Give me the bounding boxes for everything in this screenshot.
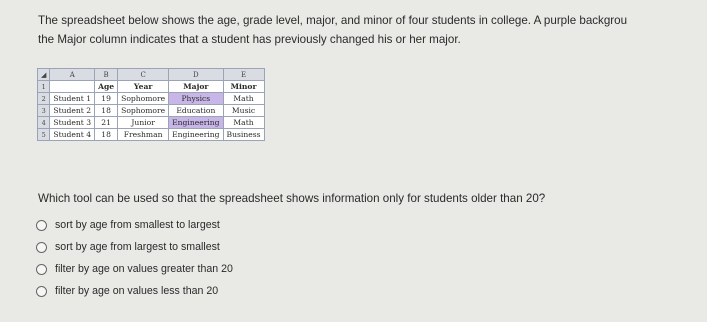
column-letter: D [169,69,223,81]
header-cell-year: Year [118,81,169,93]
option-label: filter by age on values less than 20 [55,285,219,297]
student-cell: Student 4 [50,129,95,141]
question-text: Which tool can be used so that the spreadsheet shows information only for students older than 20? [38,192,546,205]
row-number: 4 [38,117,50,129]
column-letter: C [118,69,169,81]
header-cell [50,81,95,93]
header-row [38,81,265,93]
column-letter: E [223,69,264,81]
age-cell: 21 [95,117,118,129]
major-cell: Physics [169,93,223,105]
table-row [38,93,265,105]
option-sort-smallest-to-largest[interactable] [36,214,233,236]
option-filter-less-than-20[interactable] [36,280,233,302]
minor-cell: Math [223,93,264,105]
answer-options [36,214,233,302]
student-cell: Student 2 [50,105,95,117]
student-cell: Student 1 [50,93,95,105]
row-number: 1 [38,81,50,93]
age-cell: 18 [95,129,118,141]
major-cell: Engineering [169,129,223,141]
major-cell: Education [169,105,223,117]
intro-line-1: The spreadsheet below shows the age, grade level, major, and minor of four students in college. A purple backgrou [38,14,628,27]
table-row [38,117,265,129]
minor-cell: Math [223,117,264,129]
year-cell: Sophomore [118,105,169,117]
minor-cell: Business [223,129,264,141]
table-row [38,105,265,117]
year-cell: Junior [118,117,169,129]
select-all-corner: ◢ [38,69,50,81]
row-number: 2 [38,93,50,105]
option-label: sort by age from largest to smallest [55,241,220,253]
header-cell-age: Age [95,81,118,93]
year-cell: Freshman [118,129,169,141]
year-cell: Sophomore [118,93,169,105]
header-cell-minor: Minor [223,81,264,93]
option-sort-largest-to-smallest[interactable] [36,236,233,258]
header-cell-major: Major [169,81,223,93]
radio-button[interactable] [36,220,47,231]
option-filter-greater-than-20[interactable] [36,258,233,280]
row-number: 5 [38,129,50,141]
intro-line-2: the Major column indicates that a student has previously changed his or her major. [38,33,461,46]
intro-text [38,11,706,49]
radio-button[interactable] [36,242,47,253]
radio-button[interactable] [36,286,47,297]
spreadsheet [37,68,265,141]
column-letter-row [38,69,265,81]
radio-button[interactable] [36,264,47,275]
major-cell: Engineering [169,117,223,129]
minor-cell: Music [223,105,264,117]
student-cell: Student 3 [50,117,95,129]
age-cell: 18 [95,105,118,117]
age-cell: 19 [95,93,118,105]
column-letter: B [95,69,118,81]
table-row [38,129,265,141]
row-number: 3 [38,105,50,117]
column-letter: A [50,69,95,81]
option-label: filter by age on values greater than 20 [55,263,233,275]
spreadsheet-table [37,68,265,141]
option-label: sort by age from smallest to largest [55,219,220,231]
